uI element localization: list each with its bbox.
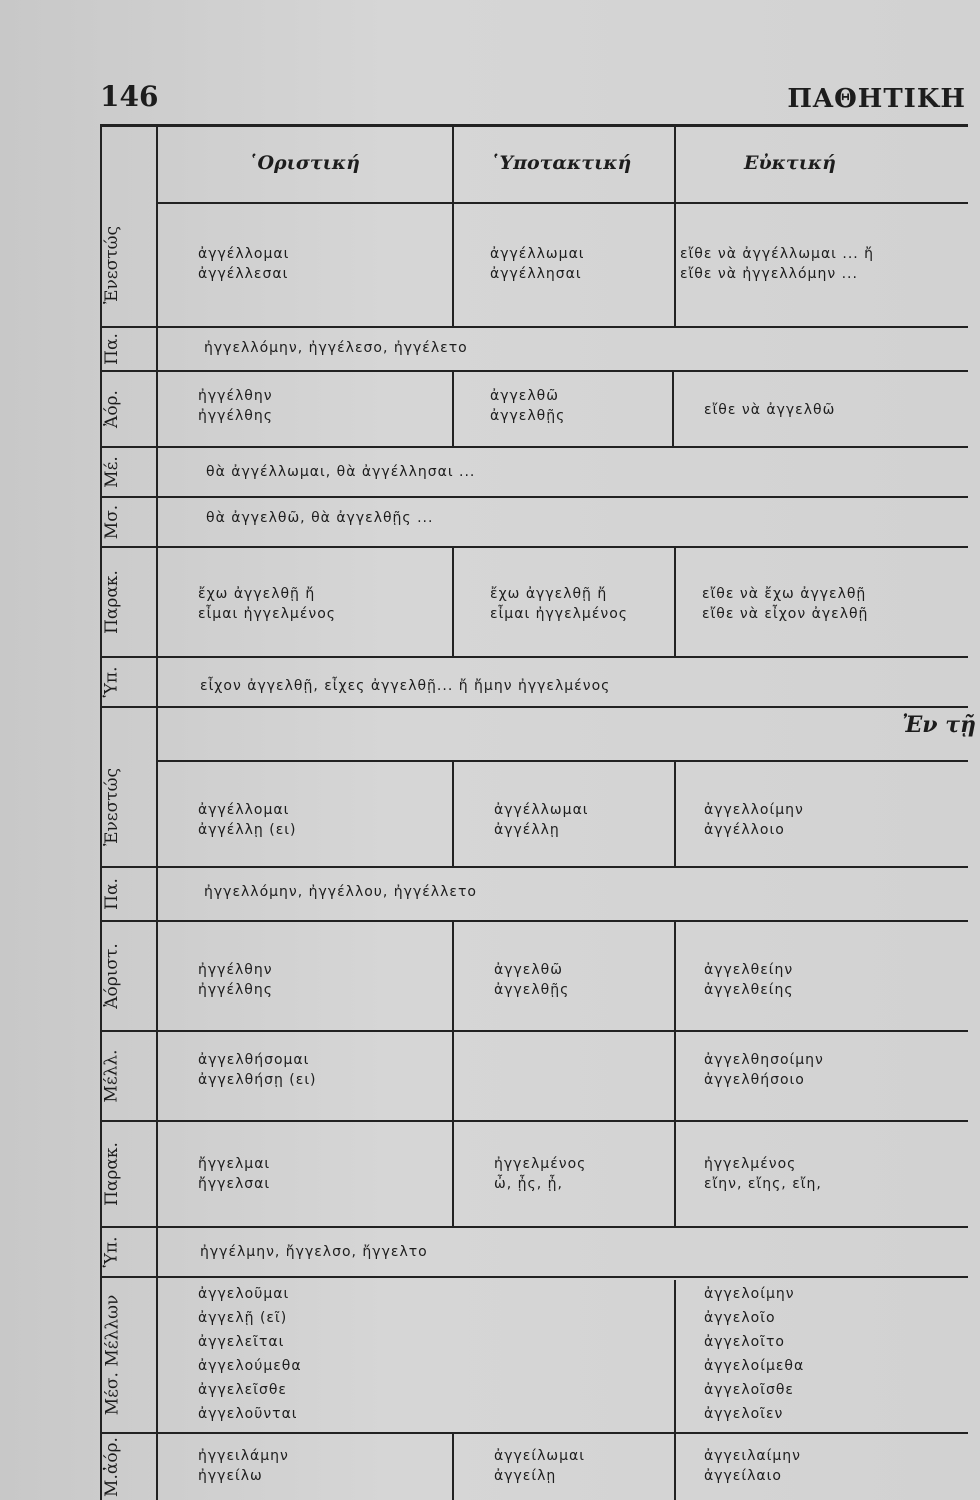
row-rule (100, 546, 968, 548)
oristiki-cell: ἤγγελμαι ἤγγελσαι (198, 1156, 271, 1192)
efktiki-cell: ἀγγελθείην ἀγγελθείης (704, 962, 794, 998)
column-divider-2 (674, 922, 676, 1228)
column-divider-1 (452, 372, 454, 448)
oristiki-cell: ἀγγέλλομαι ἀγγέλλῃ (ει) (198, 802, 297, 838)
ypotaktiki-cell: ἀγγέλλωμαι ἀγγέλλησαι (490, 246, 585, 282)
row-rule (100, 496, 968, 498)
column-header-efktiki: Εὐκτική (744, 152, 836, 174)
row-rule (100, 656, 968, 658)
row-rule (100, 866, 968, 868)
row-rule (100, 326, 968, 328)
row-rule (100, 706, 968, 708)
ypotaktiki-cell: ἀγγελθῶ ἀγγελθῇς (494, 962, 570, 998)
row-label: Ἀόριστ. (102, 943, 122, 1009)
efktiki-cell: ἀγγελλοίμην ἀγγέλλοιο (704, 802, 804, 838)
label-divider (156, 124, 158, 1500)
efktiki-cell: εἴθε νὰ ἀγγέλλωμαι ... ἤ εἴθε νὰ ἠγγελλόμην ... (680, 246, 875, 282)
row-label: Μέσ. Μέλλων (102, 1294, 122, 1416)
page-number: 146 (100, 80, 159, 113)
oristiki-cell: ἔχω ἀγγελθῇ ἤ εἶμαι ἠγγελμένος (198, 586, 337, 622)
column-divider-2 (674, 548, 676, 658)
ypotaktiki-cell: ἠγγελμένος ὦ, ᾖς, ᾖ, (494, 1156, 587, 1192)
ypotaktiki-cell: ἔχω ἀγγελθῇ ἤ εἶμαι ἠγγελμένος (490, 586, 629, 622)
oristiki-cell: ἠγγέλθην ἠγγέλθης (198, 962, 273, 998)
column-divider-1 (452, 1434, 454, 1500)
row-label: Πα. (102, 333, 122, 365)
row-label: Παρακ. (102, 570, 122, 634)
span-text: θὰ ἀγγελθῶ, θὰ ἀγγελθῇς ... (206, 510, 434, 526)
top-rule (100, 124, 968, 127)
row-label: Ὑπ. (101, 1236, 122, 1268)
row-rule (100, 1432, 968, 1434)
oristiki-cell: ἀγγέλλομαι ἀγγέλλεσαι (198, 246, 290, 282)
column-divider-2 (672, 372, 674, 448)
section-label: Ἐν τῇ (902, 712, 976, 738)
row-rule (100, 920, 968, 922)
row-rule (100, 446, 968, 448)
row-label: Μ.ἀόρ. (102, 1437, 122, 1497)
column-header-ypotaktiki: ῾Υποτακτική (490, 152, 632, 174)
efktiki-cell: ἀγγελοίμην ἀγγελοῖο ἀγγελοῖτο ἀγγελοίμεθα ἀγγελοῖσθε ἀγγελοῖεν (704, 1286, 805, 1422)
span-text: θὰ ἀγγέλλωμαι, θὰ ἀγγέλλησαι ... (206, 464, 476, 480)
column-divider-1 (452, 548, 454, 658)
ypotaktiki-cell: ἀγγελθῶ ἀγγελθῇς (490, 388, 566, 424)
header-rule (156, 202, 968, 204)
efktiki-cell: ἠγγελμένος εἴην, εἴης, εἴη, (704, 1156, 822, 1192)
ypotaktiki-cell: ἀγγέλλωμαι ἀγγέλλῃ (494, 802, 589, 838)
row-label: Μσ. (101, 504, 122, 540)
row-label: Πα. (102, 878, 122, 910)
row-label: Ἐνεστώς (102, 767, 123, 847)
row-rule (100, 1030, 968, 1032)
efktiki-cell: εἴθε νὰ ἔχω ἀγγελθῇ εἴθε νὰ εἶχον ἀγελθῇ (702, 586, 869, 622)
row-rule (100, 1120, 968, 1122)
efktiki-cell: εἴθε νὰ ἀγγελθῶ (704, 402, 836, 418)
oristiki-cell: ἠγγειλάμην ἠγγείλω (198, 1448, 289, 1484)
span-text: εἶχον ἀγγελθῇ, εἶχες ἀγγελθῇ... ἤ ἤμην ἠγγελμένος (200, 678, 611, 694)
oristiki-cell: ἀγγελθήσομαι ἀγγελθήσῃ (ει) (198, 1052, 317, 1088)
row-rule (156, 760, 968, 762)
row-label: Μέλλ. (102, 1049, 123, 1103)
oristiki-cell: ἠγγέλθην ἠγγέλθης (198, 388, 273, 424)
row-rule (100, 1226, 968, 1228)
row-label: Ὑπ. (101, 666, 122, 698)
span-text: ἠγγελλόμην, ἠγγέλλου, ἠγγέλλετο (204, 884, 477, 900)
column-divider-2 (674, 762, 676, 868)
span-text: ἠγγελλόμην, ἠγγέλεσο, ἠγγέλετο (204, 340, 468, 356)
oristiki-cell: ἀγγελοῦμαι ἀγγελῇ (εῖ) ἀγγελεῖται ἀγγελούμεθα ἀγγελεῖσθε ἀγγελοῦνται (198, 1286, 302, 1422)
row-rule (100, 1276, 968, 1278)
column-divider-1 (452, 922, 454, 1228)
column-divider-1 (452, 762, 454, 868)
row-label: Ἀόρ. (101, 390, 122, 428)
column-divider-1 (452, 124, 454, 328)
column-divider-2 (674, 124, 676, 328)
row-label: Παρακ. (102, 1142, 122, 1206)
row-rule (100, 370, 968, 372)
column-divider-2 (674, 1280, 676, 1500)
efktiki-cell: ἀγγειλαίμην ἀγγείλαιο (704, 1448, 801, 1484)
column-header-oristiki: ῾Οριστική (248, 152, 360, 174)
running-head: ΠΑΘΗΤΙΚΗ (787, 84, 966, 114)
efktiki-cell: ἀγγελθησοίμην ἀγγελθήσοιο (704, 1052, 824, 1088)
span-text: ἠγγέλμην, ἤγγελσο, ἤγγελτο (200, 1244, 428, 1260)
row-label: Ἐνεστώς (102, 225, 123, 305)
row-label: Μέ. (102, 456, 122, 488)
ypotaktiki-cell: ἀγγείλωμαι ἀγγείλῃ (494, 1448, 585, 1484)
